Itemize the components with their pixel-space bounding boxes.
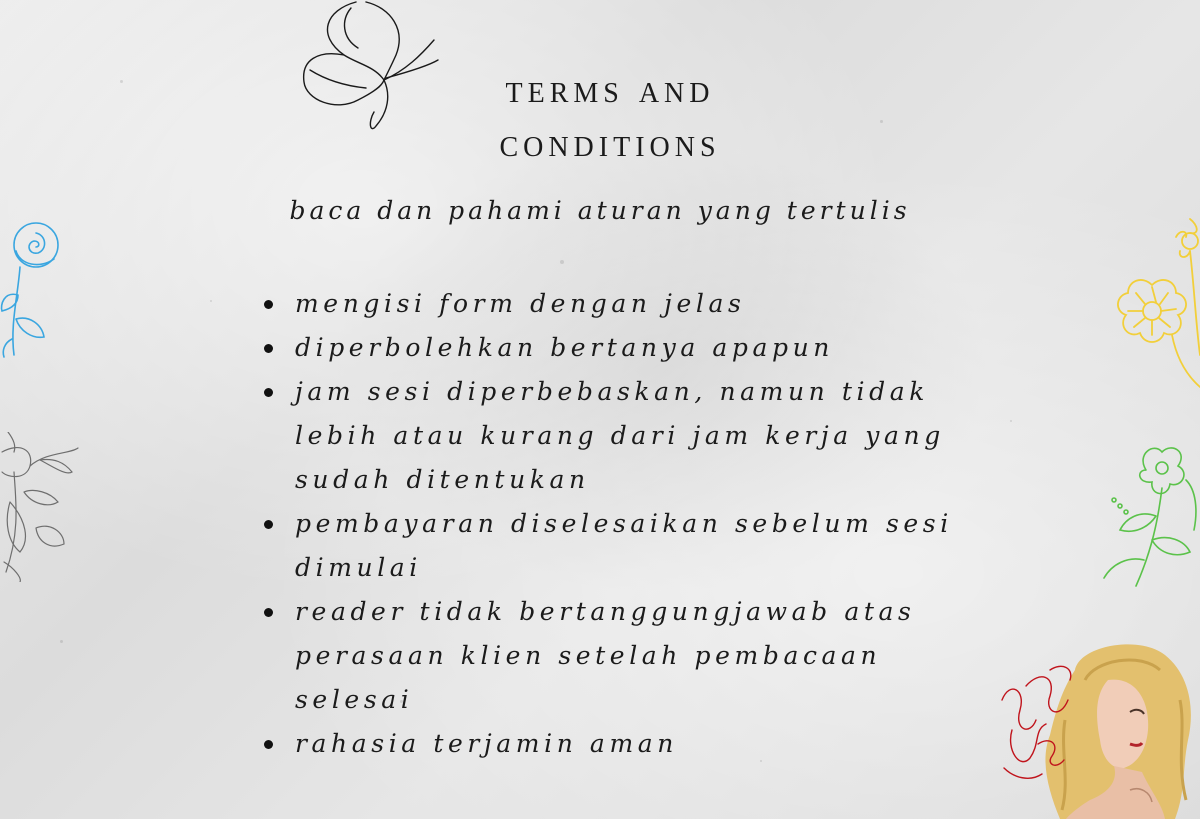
bullet-icon bbox=[264, 388, 273, 397]
avatar bbox=[990, 640, 1200, 819]
rules-list bbox=[255, 282, 975, 766]
rule-text: reader tidak bertanggungjawab atas perasaan klien setelah pembacaan selesai bbox=[295, 597, 916, 714]
title-line-1: terms and bbox=[505, 66, 715, 111]
list-item bbox=[255, 326, 975, 370]
list-item bbox=[255, 370, 975, 502]
rule-text: diperbolehkan bertanya apapun bbox=[295, 333, 834, 362]
list-item bbox=[255, 502, 975, 590]
gray-flower-icon bbox=[0, 432, 85, 582]
page-title bbox=[420, 62, 800, 170]
bullet-icon bbox=[264, 300, 273, 309]
rule-text: mengisi form dengan jelas bbox=[295, 289, 746, 318]
portrait-illustration bbox=[990, 640, 1200, 819]
list-item bbox=[255, 590, 975, 722]
rule-text: pembayaran diselesaikan sebelum sesi dimulai bbox=[295, 509, 953, 582]
subtitle: baca dan pahami aturan yang tertulis bbox=[289, 196, 911, 225]
bullet-icon bbox=[264, 740, 273, 749]
title-line-2: conditions bbox=[499, 120, 721, 165]
bullet-icon bbox=[264, 608, 273, 617]
bullet-icon bbox=[264, 520, 273, 529]
bullet-icon bbox=[264, 344, 273, 353]
rule-text: jam sesi diperbebaskan, namun tidak lebih atau kurang dari jam kerja yang sudah ditentukan bbox=[295, 377, 945, 494]
yellow-flower-icon bbox=[1110, 215, 1200, 390]
list-item bbox=[255, 722, 975, 766]
list-item bbox=[255, 282, 975, 326]
rule-text: rahasia terjamin aman bbox=[295, 729, 678, 758]
green-flower-icon bbox=[1096, 440, 1200, 590]
blue-rose-icon bbox=[0, 215, 70, 360]
